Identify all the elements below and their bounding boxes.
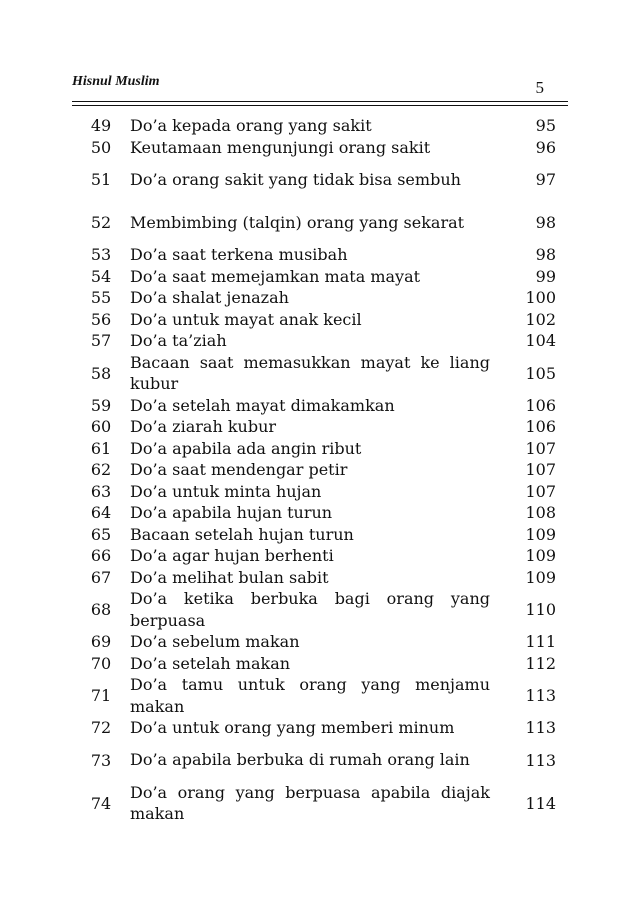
entry-number: 68 [90, 600, 112, 619]
entry-number: 72 [90, 718, 112, 738]
toc-row [72, 115, 562, 137]
entry-title: Do’a melihat bulan sabit [130, 567, 329, 587]
toc-row [72, 524, 562, 546]
entry-page: 102 [525, 309, 556, 329]
toc-row [72, 309, 562, 331]
entry-page: 113 [525, 686, 556, 705]
entry-number: 65 [90, 524, 112, 544]
entry-page: 109 [525, 546, 556, 566]
toc-row [72, 588, 562, 631]
entry-page: 98 [535, 213, 556, 232]
toc-row [72, 438, 562, 460]
entry-number: 54 [90, 266, 112, 286]
toc-row [72, 717, 562, 739]
entry-title: Do’a sebelum makan [130, 632, 300, 651]
entry-page: 109 [525, 567, 556, 587]
entry-title: Do’a untuk mayat anak kecil [130, 309, 362, 329]
toc-row [72, 674, 562, 717]
entry-number: 58 [90, 363, 112, 383]
toc-row [72, 287, 562, 309]
entry-page: 97 [535, 170, 556, 189]
entry-page: 105 [525, 363, 556, 383]
entry-title: Do’a apabila berbuka di rumah orang lain [130, 750, 470, 770]
toc-row [72, 395, 562, 417]
entry-title: Do’a ziarah kubur [130, 417, 277, 436]
entry-number: 49 [90, 116, 112, 136]
entry-title: Do’a shalat jenazah [130, 288, 289, 307]
entry-number: 67 [90, 567, 112, 587]
entry-number: 62 [90, 460, 112, 480]
entry-title: Do’a ketika berbuka bagi orang yang berpuasa [130, 589, 490, 630]
entry-title: Bacaan saat memasukkan mayat ke liang kubur [130, 352, 490, 393]
header-rule-top [72, 101, 568, 102]
entry-title: Do’a setelah mayat dimakamkan [130, 395, 395, 415]
toc-row [72, 502, 562, 524]
entry-title: Membimbing (talqin) orang yang sekarat [130, 212, 465, 232]
entry-title: Keutamaan mengunjungi orang sakit [130, 137, 431, 157]
book-title: Hisnul Muslim [72, 74, 160, 89]
entry-page: 113 [525, 718, 556, 738]
entry-page: 113 [525, 750, 556, 770]
entry-page: 111 [525, 632, 556, 652]
entry-number: 73 [90, 750, 112, 770]
toc-row [72, 782, 562, 825]
entry-title: Do’a orang sakit yang tidak bisa sembuh [130, 169, 461, 189]
toc-row [72, 739, 562, 782]
entry-page: 107 [525, 438, 556, 458]
entry-page: 106 [525, 417, 556, 437]
entry-page: 107 [525, 460, 556, 480]
entry-number: 69 [90, 632, 112, 652]
entry-title: Do’a saat mendengar petir [130, 460, 348, 479]
entry-number: 57 [90, 331, 112, 351]
page-number: 5 [535, 78, 544, 97]
entry-title: Do’a setelah makan [130, 653, 291, 673]
entry-number: 56 [90, 309, 112, 329]
toc-row [72, 266, 562, 288]
entry-page: 96 [535, 137, 556, 157]
entry-number: 66 [90, 546, 112, 566]
toc-row [72, 137, 562, 159]
entry-number: 59 [90, 395, 112, 415]
entry-title: Do’a ta’ziah [130, 331, 227, 350]
entry-page: 109 [525, 524, 556, 544]
entry-title: Do’a saat terkena musibah [130, 245, 348, 264]
entry-page: 110 [525, 600, 556, 619]
entry-title: Do’a orang yang berpuasa apabila diajak makan [130, 782, 490, 823]
toc-row [72, 631, 562, 653]
entry-number: 70 [90, 653, 112, 673]
entry-number: 71 [90, 686, 112, 705]
toc-row [72, 653, 562, 675]
entry-page: 114 [525, 793, 556, 813]
toc-row [72, 481, 562, 503]
entry-page: 104 [525, 331, 556, 351]
entry-page: 100 [525, 288, 556, 308]
toc-row [72, 244, 562, 266]
entry-title: Do’a untuk orang yang memberi minum [130, 718, 455, 737]
entry-number: 55 [90, 288, 112, 308]
entry-title: Do’a kepada orang yang sakit [130, 116, 372, 135]
entry-page: 99 [535, 266, 556, 286]
header-rule-bottom [72, 105, 568, 106]
toc-row [72, 158, 562, 201]
entry-number: 50 [90, 137, 112, 157]
entry-number: 74 [90, 793, 112, 813]
entry-title: Do’a agar hujan berhenti [130, 546, 334, 565]
entry-page: 107 [525, 481, 556, 501]
entry-number: 63 [90, 481, 112, 501]
toc-row [72, 567, 562, 589]
entry-title: Do’a saat memejamkan mata mayat [130, 266, 421, 286]
entry-page: 108 [525, 503, 556, 523]
table-of-contents [72, 115, 562, 825]
entry-number: 51 [90, 170, 112, 189]
entry-page: 106 [525, 395, 556, 415]
entry-number: 60 [90, 417, 112, 437]
toc-row [72, 330, 562, 352]
entry-number: 61 [90, 438, 112, 458]
entry-title: Do’a apabila hujan turun [130, 503, 333, 522]
entry-page: 95 [535, 116, 556, 136]
entry-number: 64 [90, 503, 112, 523]
entry-title: Do’a untuk minta hujan [130, 481, 322, 501]
entry-number: 52 [90, 213, 112, 232]
entry-title: Do’a apabila ada angin ribut [130, 438, 362, 458]
page-header [72, 72, 568, 98]
entry-page: 98 [535, 245, 556, 265]
entry-title: Do’a tamu untuk orang yang menjamu makan [130, 675, 490, 716]
entry-title: Bacaan setelah hujan turun [130, 524, 354, 544]
entry-page: 112 [525, 653, 556, 673]
toc-row [72, 352, 562, 395]
toc-row [72, 545, 562, 567]
toc-row [72, 201, 562, 244]
toc-row [72, 459, 562, 481]
toc-row [72, 416, 562, 438]
entry-number: 53 [90, 245, 112, 265]
